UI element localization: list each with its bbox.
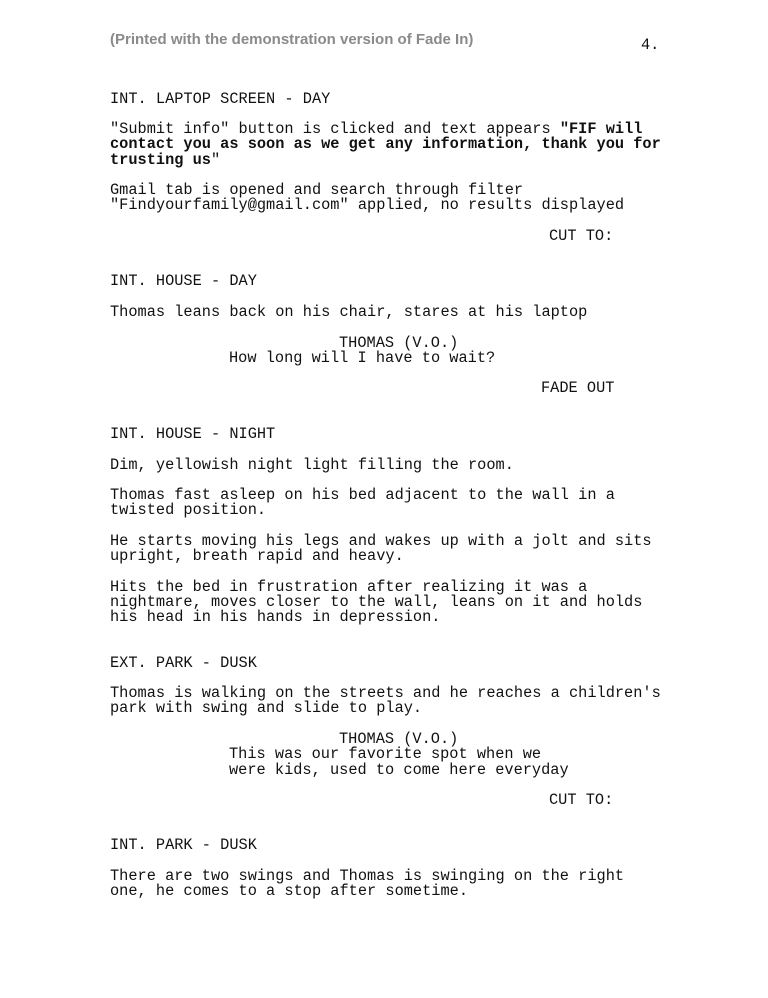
action-line: park with swing and slide to play. bbox=[110, 699, 423, 717]
action-line: Thomas fast asleep on his bed adjacent to the wall in a bbox=[110, 486, 615, 504]
action-line: twisted position. bbox=[110, 501, 267, 519]
scene-heading: INT. HOUSE - DAY bbox=[110, 272, 257, 290]
action-bold-text: "FIF will bbox=[559, 120, 643, 138]
action-bold-line: contact you as soon as we get any information, thank you for bbox=[110, 135, 661, 153]
action-line: upright, breath rapid and heavy. bbox=[110, 547, 404, 565]
action-text: "Submit info" button is clicked and text appears bbox=[110, 120, 560, 138]
action-line: nightmare, moves closer to the wall, leans on it and holds bbox=[110, 593, 643, 611]
action-line: his head in his hands in depression. bbox=[110, 608, 441, 626]
character-name: THOMAS (V.O.) bbox=[339, 730, 459, 748]
action-line: Thomas leans back on his chair, stares at his laptop bbox=[110, 303, 588, 321]
action-line: one, he comes to a stop after sometime. bbox=[110, 882, 469, 900]
scene-heading: INT. LAPTOP SCREEN - DAY bbox=[110, 90, 331, 108]
action-line: Thomas is walking on the streets and he reaches a children's bbox=[110, 684, 661, 702]
character-name: THOMAS (V.O.) bbox=[339, 334, 459, 352]
scene-heading: INT. HOUSE - NIGHT bbox=[110, 425, 276, 443]
scene-heading: INT. PARK - DUSK bbox=[110, 836, 257, 854]
transition: CUT TO: bbox=[549, 791, 614, 809]
transition: CUT TO: bbox=[549, 227, 614, 245]
action-line: Dim, yellowish night light filling the room. bbox=[110, 456, 514, 474]
scene-heading: EXT. PARK - DUSK bbox=[110, 654, 257, 672]
demo-watermark-note: (Printed with the demonstration version of Fade In) bbox=[110, 31, 474, 48]
dialogue-line: were kids, used to come here everyday bbox=[229, 761, 569, 779]
action-line: Gmail tab is opened and search through filter bbox=[110, 181, 524, 199]
transition: FADE OUT bbox=[541, 379, 615, 397]
action-line: There are two swings and Thomas is swinging on the right bbox=[110, 867, 625, 885]
dialogue-line: This was our favorite spot when we bbox=[229, 745, 542, 763]
page-number: 4. bbox=[641, 36, 660, 54]
dialogue-line: How long will I have to wait? bbox=[229, 349, 496, 367]
action-bold-text: trusting us bbox=[110, 151, 211, 169]
action-line: Hits the bed in frustration after realizing it was a bbox=[110, 578, 588, 596]
action-text: " bbox=[210, 151, 221, 169]
action-line: He starts moving his legs and wakes up with a jolt and sits bbox=[110, 532, 652, 550]
action-line bbox=[110, 153, 220, 168]
action-line: "Findyourfamily@gmail.com" applied, no results displayed bbox=[110, 196, 625, 214]
